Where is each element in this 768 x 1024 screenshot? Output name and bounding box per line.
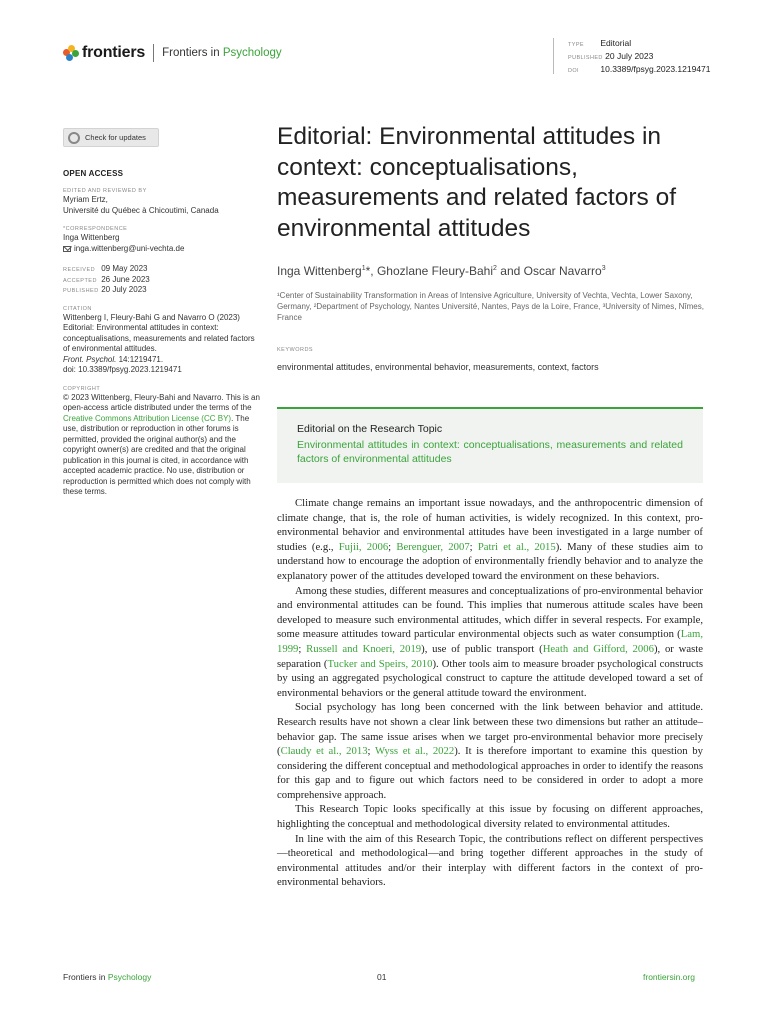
paragraph-text: Among these studies, different measures and conceptualizations of pro-environmental behavior and environmental attitudes can be found. This implies that numerous attitude scales have been developed to measure such environmental attitudes, which differ in several respects. For example, some measure attitudes toward particular environmental objects such as water consumption ( xyxy=(277,584,703,641)
research-topic-heading: Editorial on the Research Topic xyxy=(297,423,443,435)
paragraph-text: ). Many of these studies aim to understand how to encourage the adoption of environmentally friendly behavior and to analyze the explanatory power of the attitudes developed toward the environment on these behaviors. xyxy=(277,540,703,582)
citation-link[interactable]: Russell and Knoeri, 2019 xyxy=(306,642,422,655)
body-paragraph: In line with the aim of this Research Topic, the contributions reflect on different perspectives—theoretical and methodological—and bring together different approaches in the study of environmental attitudes and/or their interplay with different factors in the context of pro-environmental behaviors. xyxy=(277,832,703,889)
paragraph-text: Climate change remains an important issue nowadays, and the anthropocentric dimension of climate change, that is, the role of human activities, is widely recognized. In this context, pro-environmental behavior and environmental attitudes have been investigated in a large number of studies (e.g., xyxy=(277,497,703,553)
author-name[interactable]: Inga Wittenberg xyxy=(277,264,362,278)
edited-label: EDITED AND REVIEWED BY xyxy=(63,188,147,194)
article-meta xyxy=(553,38,711,74)
open-access-label: OPEN ACCESS xyxy=(63,169,124,178)
sidebar xyxy=(63,128,263,498)
accepted-label: ACCEPTED xyxy=(63,277,97,284)
meta-key: DOI xyxy=(568,68,579,74)
author-name[interactable]: Ghozlane Fleury-Bahi xyxy=(376,264,494,278)
body-paragraph: Among these studies, different measures and conceptualizations of pro-environmental behavior and environmental attitudes can be found. This implies that numerous attitude scales have been developed to measure such environmental attitudes, which differ in several respects. For example, some measure attitudes toward particular environmental objects such as water consumption (Lam, 1999; Russell and Knoeri, 2019), use of public transport (Heath and Gifford, 2006), or waste separation (Tucker and Speirs, 2010). Other tools aim to measure broader psychological constructs by using an aggregated psychological construct to capture the attitude developed toward a set of environmental behaviors or the general attitude toward the environment. xyxy=(277,584,703,699)
received-label: RECEIVED xyxy=(63,267,96,273)
check-updates-button[interactable] xyxy=(63,128,159,147)
citation-journal: Front. Psychol. xyxy=(63,354,117,364)
correspondence-email-row[interactable] xyxy=(63,244,263,255)
paragraph-text: ). Other tools aim to measure broader psychological constructs by using an aggregated psychological construct to capture the attitude developed toward a set of environmental behaviors or the general attitude toward the environment. xyxy=(277,657,703,699)
accepted-row xyxy=(63,275,263,286)
received-date: 09 May 2023 xyxy=(101,264,148,273)
editor-affiliation: Université du Québec à Chicoutimi, Canada xyxy=(63,205,219,215)
journal-title: Psychology xyxy=(222,47,282,59)
check-updates-icon xyxy=(68,132,80,144)
author-affil-sup: 2 xyxy=(493,265,497,272)
citation-body: Wittenberg I, Fleury-Bahi G and Navarro O (2023) Editorial: Environmental attitudes in context: conceptualisations, measurements and related factors of environmental attitudes. xyxy=(63,312,255,353)
citation-label: CITATION xyxy=(63,305,92,312)
correspondence-email[interactable]: inga.wittenberg@uni-vechta.de xyxy=(74,243,185,253)
journal-name[interactable] xyxy=(162,47,282,59)
meta-doi xyxy=(568,64,711,77)
accepted-date: 26 June 2023 xyxy=(101,274,150,284)
copyright-part-1: © 2023 Wittenberg, Fleury-Bahi and Navarro. This is an open-access article distributed under the terms of the xyxy=(63,392,260,412)
citation-link[interactable]: Wyss et al., 2022 xyxy=(374,745,455,758)
meta-key: TYPE xyxy=(568,42,584,48)
citation-link[interactable]: Patri et al., 2015 xyxy=(477,540,556,553)
author-name[interactable]: Oscar Navarro xyxy=(523,264,602,278)
article-body xyxy=(277,496,703,890)
dates-block xyxy=(63,264,263,296)
mail-icon xyxy=(63,246,71,252)
meta-published xyxy=(568,51,711,64)
paragraph-text: ). It is therefore important to examine this question by considering the different conceptual and methodological approaches in order to identify the reasons for this gap and to figure out which factors need to be considered in order to adopt a more comprehensive approach. xyxy=(277,745,703,801)
received-row xyxy=(63,264,263,275)
meta-value: Editorial xyxy=(600,38,632,48)
frontiers-logo[interactable] xyxy=(63,44,282,62)
correspondence-label: *CORRESPONDENCE xyxy=(63,226,128,232)
author-list: Inga Wittenberg$^1$*, Ghozlane Fleury-Bahi$^2$ and Oscar Navarro$^3$ xyxy=(277,264,606,278)
citation-link[interactable]: Berenguer, 2007 xyxy=(396,540,470,553)
editor-name: Myriam Ertz, xyxy=(63,195,108,204)
paragraph-text: ), or waste separation ( xyxy=(277,642,703,670)
citation-link[interactable]: Heath and Gifford, 2006 xyxy=(542,642,654,655)
body-paragraph: Social psychology has long been concerned with the link between behavior and attitude. Research results have not shown a clear link between these two dimensions but rather an attitude–behavior gap. The same issue arises when we target pro-environmental behavior more precisely (Claudy et al., 2013; Wyss et al., 2022). It is therefore important to examine this question by considering the different conceptual and methodological approaches in order to identify the reasons for this gap and to figure out which factors need to be considered in order to adopt a more comprehensive approach. xyxy=(277,701,703,801)
journal-prefix: Frontiers in xyxy=(162,47,220,59)
footer-journal-prefix: Frontiers in xyxy=(63,972,106,982)
citation-volume: 14:1219471. xyxy=(116,354,164,364)
copyright-part-2: . The use, distribution or reproduction in other forums is permitted, provided the original author(s) and the copyright owner(s) are credited and that the original publication in this journal is cited, in accordance with accepted academic practice. No use, distribution or reproduction is permitted which does not comply with these terms. xyxy=(63,413,251,496)
corresponding-mark: * xyxy=(365,264,371,278)
citation-link[interactable]: Claudy et al., 2013 xyxy=(280,745,368,758)
citation-link[interactable]: Fujii, 2006 xyxy=(338,540,389,553)
affiliations: ¹Center of Sustainability Transformation in Areas of Intensive Agriculture, University of Vechta, Vechta, Lower Saxony, Germany, ²Department of Psychology, Nantes Université, Nantes, Pays de la Loire, France, ³University of Nimes, Nîmes, France xyxy=(277,291,704,322)
paragraph-text: Social psychology has long been concerned with the link between behavior and attitude. Research results have not shown a clear link between these two dimensions but rather an attitude–behavior gap. The same issue arises when we target pro-environmental behavior more precisely ( xyxy=(277,701,703,758)
footer-journal[interactable] xyxy=(63,972,151,982)
author-affil-sup: 3 xyxy=(601,265,606,272)
correspondence-name: Inga Wittenberg xyxy=(63,233,120,242)
research-topic-link[interactable]: Environmental attitudes in context: conceptualisations, measurements and related factors of environmental attitudes xyxy=(297,439,683,465)
meta-value[interactable]: 10.3389/fpsyg.2023.1219471 xyxy=(600,64,711,74)
citation-doi[interactable]: doi: 10.3389/fpsyg.2023.1219471 xyxy=(63,365,182,374)
citation-link[interactable]: Tucker and Speirs, 2010 xyxy=(327,657,433,670)
article-title: Editorial: Environmental attitudes in context: conceptualisations, measurements and related factors of environmental attitudes xyxy=(277,123,677,242)
logo-divider xyxy=(153,44,154,62)
meta-type xyxy=(568,38,711,51)
published-row xyxy=(63,285,263,296)
footer-journal-name: Psychology xyxy=(107,972,152,982)
brand-name: frontiers xyxy=(82,44,146,61)
page-number: 01 xyxy=(377,972,387,982)
keywords-label: KEYWORDS xyxy=(277,347,314,353)
paragraph-text: ), use of public transport ( xyxy=(421,642,543,655)
meta-key: PUBLISHED xyxy=(568,55,603,61)
citation-link[interactable]: Lam, 1999 xyxy=(277,628,703,655)
research-topic-box xyxy=(277,407,703,483)
author-conjunction: and xyxy=(500,264,521,278)
copyright-label: COPYRIGHT xyxy=(63,385,101,392)
author-affil-sup: 1 xyxy=(361,265,366,272)
frontiers-logo-icon xyxy=(63,45,79,61)
footer-site-link[interactable]: frontiersin.org xyxy=(643,972,695,982)
copyright-text xyxy=(63,393,263,498)
keywords: environmental attitudes, environmental behavior, measurements, context, factors xyxy=(277,362,599,372)
published-date: 20 July 2023 xyxy=(101,285,147,294)
citation-text xyxy=(63,313,263,376)
body-paragraph: Climate change remains an important issue nowadays, and the anthropocentric dimension of climate change, that is, the role of human activities, is widely recognized. In this context, pro-environmental behavior and environmental attitudes have been investigated in a large number of studies (e.g., Fujii, 2006; Berenguer, 2007; Patri et al., 2015). Many of these studies aim to understand how to encourage the adoption of environmentally friendly behavior and to analyze the explanatory power of the attitudes developed toward the environment on these behaviors. xyxy=(277,497,703,582)
body-paragraph: This Research Topic looks specifically at this issue by focusing on different approaches, highlighting the conceptual and methodological diversity related to environmental attitudes. xyxy=(277,803,703,831)
meta-value: 20 July 2023 xyxy=(605,51,654,61)
check-updates-label: Check for updates xyxy=(85,133,146,142)
license-link[interactable]: Creative Commons Attribution License (CC BY) xyxy=(63,413,232,423)
published-label: PUBLISHED xyxy=(63,288,99,294)
